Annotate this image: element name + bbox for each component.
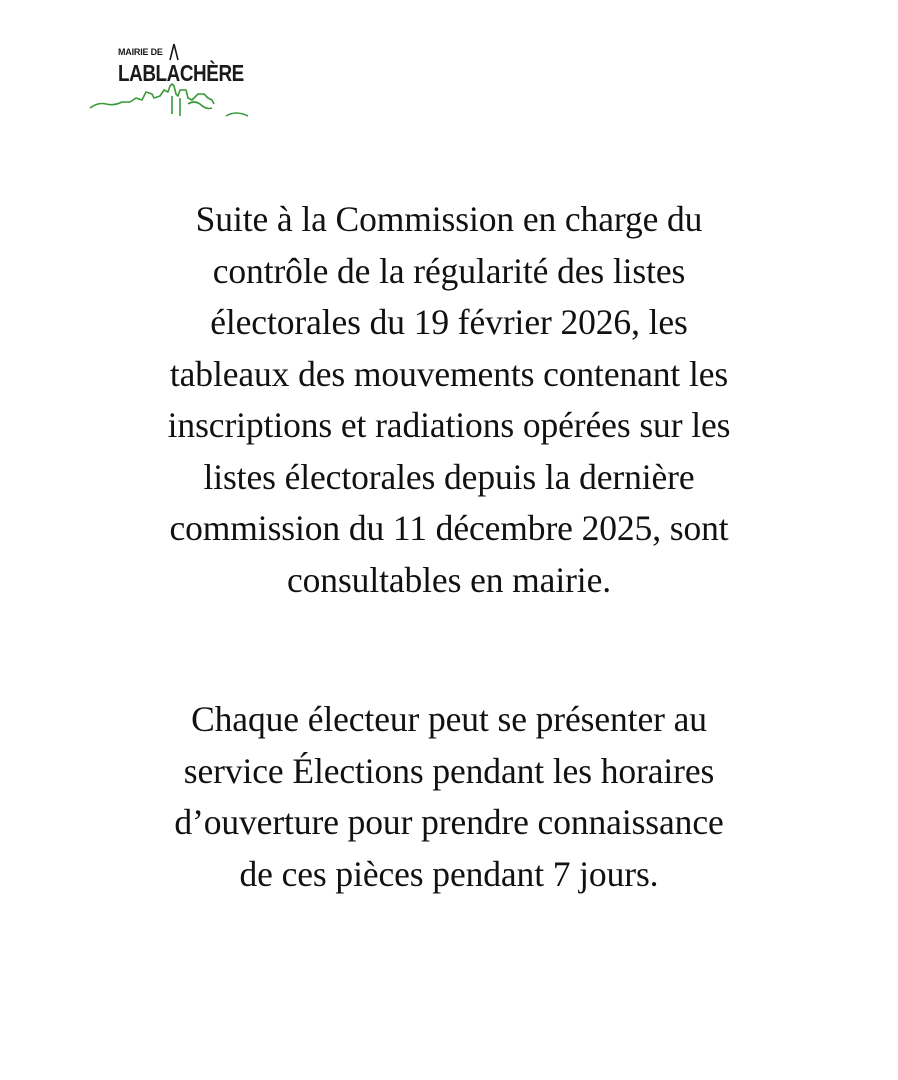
town-hall-logo: [88, 38, 252, 124]
notice-line: Chaque électeur peut se présenter au: [191, 699, 707, 739]
notice-line: listes électorales depuis la dernière: [203, 456, 695, 497]
notice-line: de ces pièces pendant 7 jours.: [239, 853, 659, 894]
logo-text-town-name: LABLACHÈRE: [118, 60, 244, 86]
notice-line: d’ouverture pour prendre connaissance: [174, 802, 724, 842]
notice-line: consultables en mairie.: [287, 559, 611, 600]
logo-text-mairie-de: MAIRIE DE: [118, 47, 163, 57]
notice-paragraph-consultation: [40, 694, 858, 900]
notice-line: commission du 11 décembre 2025, sont: [169, 508, 729, 548]
notice-line: tableaux des mouvements contenant les: [169, 353, 729, 394]
notice-paragraph-commission: [40, 194, 858, 606]
notice-line: électorales du 19 février 2026, les: [210, 302, 688, 342]
notice-line: service Élections pendant les horaires: [183, 750, 715, 791]
notice-line: Suite à la Commission en charge du: [195, 199, 703, 239]
notice-line: inscriptions et radiations opérées sur les: [167, 405, 731, 445]
notice-line: contrôle de la régularité des listes: [212, 250, 686, 291]
skyline-icon: [88, 38, 252, 124]
